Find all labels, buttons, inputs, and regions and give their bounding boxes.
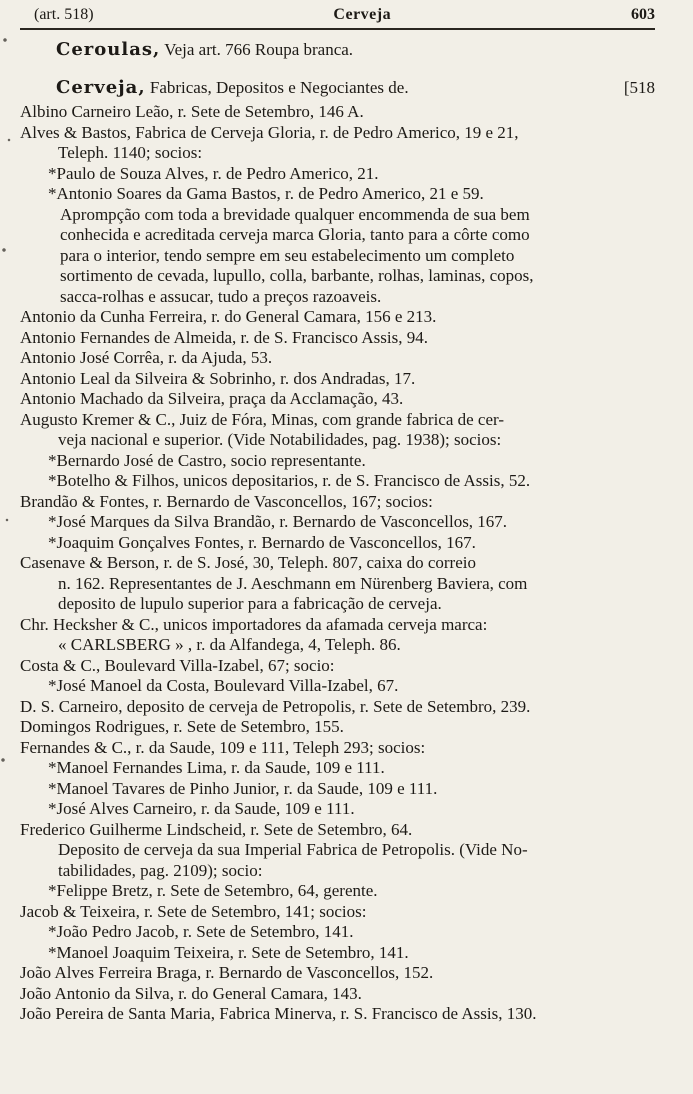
list-item: veja nacional e superior. (Vide Notabilidades, pag. 1938); socios: (58, 430, 502, 449)
list-item: Antonio Machado da Silveira, praça da Acclamação, 43. (20, 389, 404, 408)
list-item: Alves & Bastos, Fabrica de Cerveja Gloria, r. de Pedro Americo, 19 e 21, (20, 122, 519, 142)
cerveja-title: Cerveja, (56, 77, 146, 98)
list-item: para o interior, tendo sempre em seu estabelecimento um completo (60, 245, 515, 265)
list-item: Jacob & Teixeira, r. Sete de Setembro, 141; socios: (20, 901, 367, 921)
list-item: Albino Carneiro Leão, r. Sete de Setembro, 146 A. (20, 102, 364, 121)
list-item: *Antonio Soares da Gama Bastos, r. de Pedro Americo, 21 e 59. (48, 184, 484, 203)
list-item: Deposito de cerveja da sua Imperial Fabrica de Petropolis. (Vide No- (58, 840, 528, 859)
list-item: Fernandes & C., r. da Saude, 109 e 111, Teleph 293; socios: (20, 737, 426, 757)
cerveja-section-heading (20, 78, 655, 98)
list-item: Aprompção com toda a brevidade qualquer encommenda de sua bem (60, 204, 530, 224)
header-article-range: (art. 518) (34, 6, 94, 23)
list-item: Augusto Kremer & C., Juiz de Fóra, Minas, com grande fabrica de cer- (20, 409, 505, 429)
cerveja-subtitle: Fabricas, Depositos e Negociantes de. (149, 78, 409, 97)
list-item: Costa & C., Boulevard Villa-Izabel, 67; socio: (20, 655, 335, 675)
ceroulas-entry (20, 40, 655, 60)
list-item: *Manoel Fernandes Lima, r. da Saude, 109 e 111. (48, 758, 385, 777)
list-item: Antonio Leal da Silveira & Sobrinho, r. dos Andradas, 17. (20, 368, 416, 388)
list-item: D. S. Carneiro, deposito de cerveja de Petropolis, r. Sete de Setembro, 239. (20, 696, 531, 716)
list-item: *José Manoel da Costa, Boulevard Villa-Izabel, 67. (48, 676, 399, 695)
list-item: Antonio da Cunha Ferreira, r. do General Camara, 156 e 213. (20, 307, 437, 326)
list-item: Domingos Rodrigues, r. Sete de Setembro, 155. (20, 717, 344, 736)
list-item: deposito de lupulo superior para a fabricação de cerveja. (58, 594, 442, 613)
cerveja-article-number: [518 (623, 78, 655, 97)
list-item: *Botelho & Filhos, unicos depositarios, r. de S. Francisco de Assis, 52. (48, 471, 531, 490)
list-item: *Manoel Joaquim Teixeira, r. Sete de Setembro, 141. (48, 942, 409, 962)
list-item: « CARLSBERG » , r. da Alfandega, 4, Teleph. 86. (58, 635, 401, 654)
list-item: João Antonio da Silva, r. do General Camara, 143. (20, 983, 362, 1003)
directory-entries (20, 102, 655, 1025)
list-item: sortimento de cevada, lupullo, colla, barbante, rolhas, laminas, copos, (60, 266, 534, 285)
list-item: Brandão & Fontes, r. Bernardo de Vasconcellos, 167; socios: (20, 491, 433, 511)
ceroulas-reference: Veja art. 766 Roupa branca. (164, 40, 354, 59)
list-item: João Pereira de Santa Maria, Fabrica Minerva, r. S. Francisco de Assis, 130. (20, 1004, 537, 1023)
list-item: Casenave & Berson, r. de S. José, 30, Teleph. 807, caixa do correio (20, 553, 476, 572)
list-item: Antonio José Corrêa, r. da Ajuda, 53. (20, 348, 273, 367)
list-item: *Paulo de Souza Alves, r. de Pedro Americo, 21. (48, 163, 379, 183)
page-number: 603 (631, 6, 655, 23)
list-item: *José Alves Carneiro, r. da Saude, 109 e 111. (48, 799, 355, 818)
ceroulas-title: Ceroulas, (56, 39, 161, 60)
list-item: *João Pedro Jacob, r. Sete de Setembro, 141. (48, 922, 354, 941)
list-item: tabilidades, pag. 2109); socio: (58, 860, 263, 880)
list-item: João Alves Ferreira Braga, r. Bernardo de Vasconcellos, 152. (20, 963, 434, 982)
list-item: Teleph. 1140; socios: (58, 143, 203, 162)
list-item: Chr. Hecksher & C., unicos importadores da afamada cerveja marca: (20, 614, 488, 634)
list-item: *Joaquim Gonçalves Fontes, r. Bernardo de Vasconcellos, 167. (48, 532, 476, 552)
list-item: *Bernardo José de Castro, socio representante. (48, 450, 366, 470)
header-section-title: Cerveja (333, 6, 392, 23)
list-item: n. 162. Representantes de J. Aeschmann em Nürenberg Baviera, com (58, 573, 528, 593)
list-item: *José Marques da Silva Brandão, r. Bernardo de Vasconcellos, 167. (48, 512, 508, 531)
list-item: sacca-rolhas e assucar, tudo a preços razoaveis. (60, 286, 382, 306)
list-item: Antonio Fernandes de Almeida, r. de S. Francisco Assis, 94. (20, 327, 428, 347)
list-item: *Manoel Tavares de Pinho Junior, r. da Saude, 109 e 111. (48, 778, 438, 798)
list-item: conhecida e acreditada cerveja marca Gloria, tanto para a côrte como (60, 225, 530, 244)
list-item: Frederico Guilherme Lindscheid, r. Sete de Setembro, 64. (20, 819, 413, 839)
list-item: *Felippe Bretz, r. Sete de Setembro, 64, gerente. (48, 881, 378, 900)
page-header (20, 6, 655, 30)
